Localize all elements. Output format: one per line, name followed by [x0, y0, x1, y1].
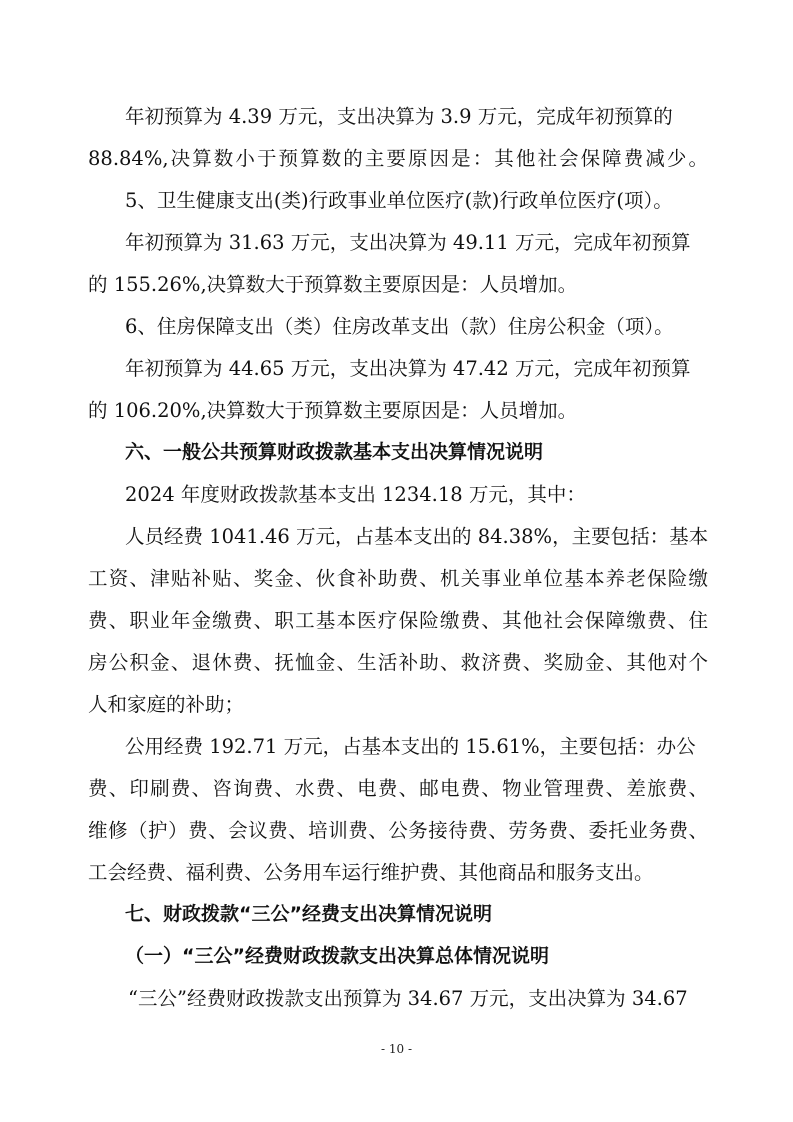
paragraph-line: 年初预算为 4.39 万元，支出决算为 3.9 万元，完成年初预算的	[125, 105, 673, 128]
paragraph-line: 工资、津贴补贴、奖金、伙食补助费、机关事业单位基本养老保险缴	[88, 567, 708, 590]
paragraph-line: 公用经费 192.71 万元，占基本支出的 15.61%，主要包括：办公	[125, 735, 696, 758]
section-heading: 六、一般公共预算财政拨款基本支出决算情况说明	[125, 441, 544, 463]
paragraph-line: 房公积金、退休费、抚恤金、生活补助、救济费、奖励金、其他对个	[88, 651, 708, 674]
paragraph-line: 工会经费、福利费、公务用车运行维护费、其他商品和服务支出。	[88, 861, 654, 884]
subsection-heading: （一）“三公”经费财政拨款支出决算总体情况说明	[125, 945, 549, 967]
paragraph-line: 维修（护）费、会议费、培训费、公务接待费、劳务费、委托业务费、	[88, 819, 708, 842]
paragraph-line: 费、印刷费、咨询费、水费、电费、邮电费、物业管理费、差旅费、	[88, 777, 708, 800]
paragraph-line: 的 155.26%,决算数大于预算数主要原因是：人员增加。	[88, 273, 578, 296]
paragraph-line: 的 106.20%,决算数大于预算数主要原因是：人员增加。	[88, 399, 578, 422]
paragraph-line: 人员经费 1041.46 万元，占基本支出的 84.38%，主要包括：基本	[125, 525, 709, 548]
paragraph-line: 2024 年度财政拨款基本支出 1234.18 万元，其中：	[125, 483, 586, 506]
paragraph-line: “三公”经费财政拨款支出预算为 34.67 万元，支出决算为 34.67	[128, 987, 688, 1010]
section-heading: 七、财政拨款“三公”经费支出决算情况说明	[125, 903, 492, 925]
paragraph-line: 88.84%,决算数小于预算数的主要原因是：其他社会保障费减少。	[88, 147, 708, 170]
paragraph-line: 年初预算为 31.63 万元，支出决算为 49.11 万元，完成年初预算	[125, 231, 691, 254]
paragraph-line: 6、住房保障支出（类）住房改革支出（款）住房公积金（项）。	[125, 315, 674, 338]
paragraph-line: 年初预算为 44.65 万元，支出决算为 47.42 万元，完成年初预算	[125, 357, 691, 380]
page-number: - 10 -	[380, 1042, 412, 1056]
paragraph-line: 人和家庭的补助；	[88, 693, 245, 716]
paragraph-line: 费、职业年金缴费、职工基本医疗保险缴费、其他社会保障缴费、住	[88, 609, 708, 632]
paragraph-line: 5、卫生健康支出(类)行政事业单位医疗(款)行政单位医疗(项）。	[125, 189, 673, 212]
